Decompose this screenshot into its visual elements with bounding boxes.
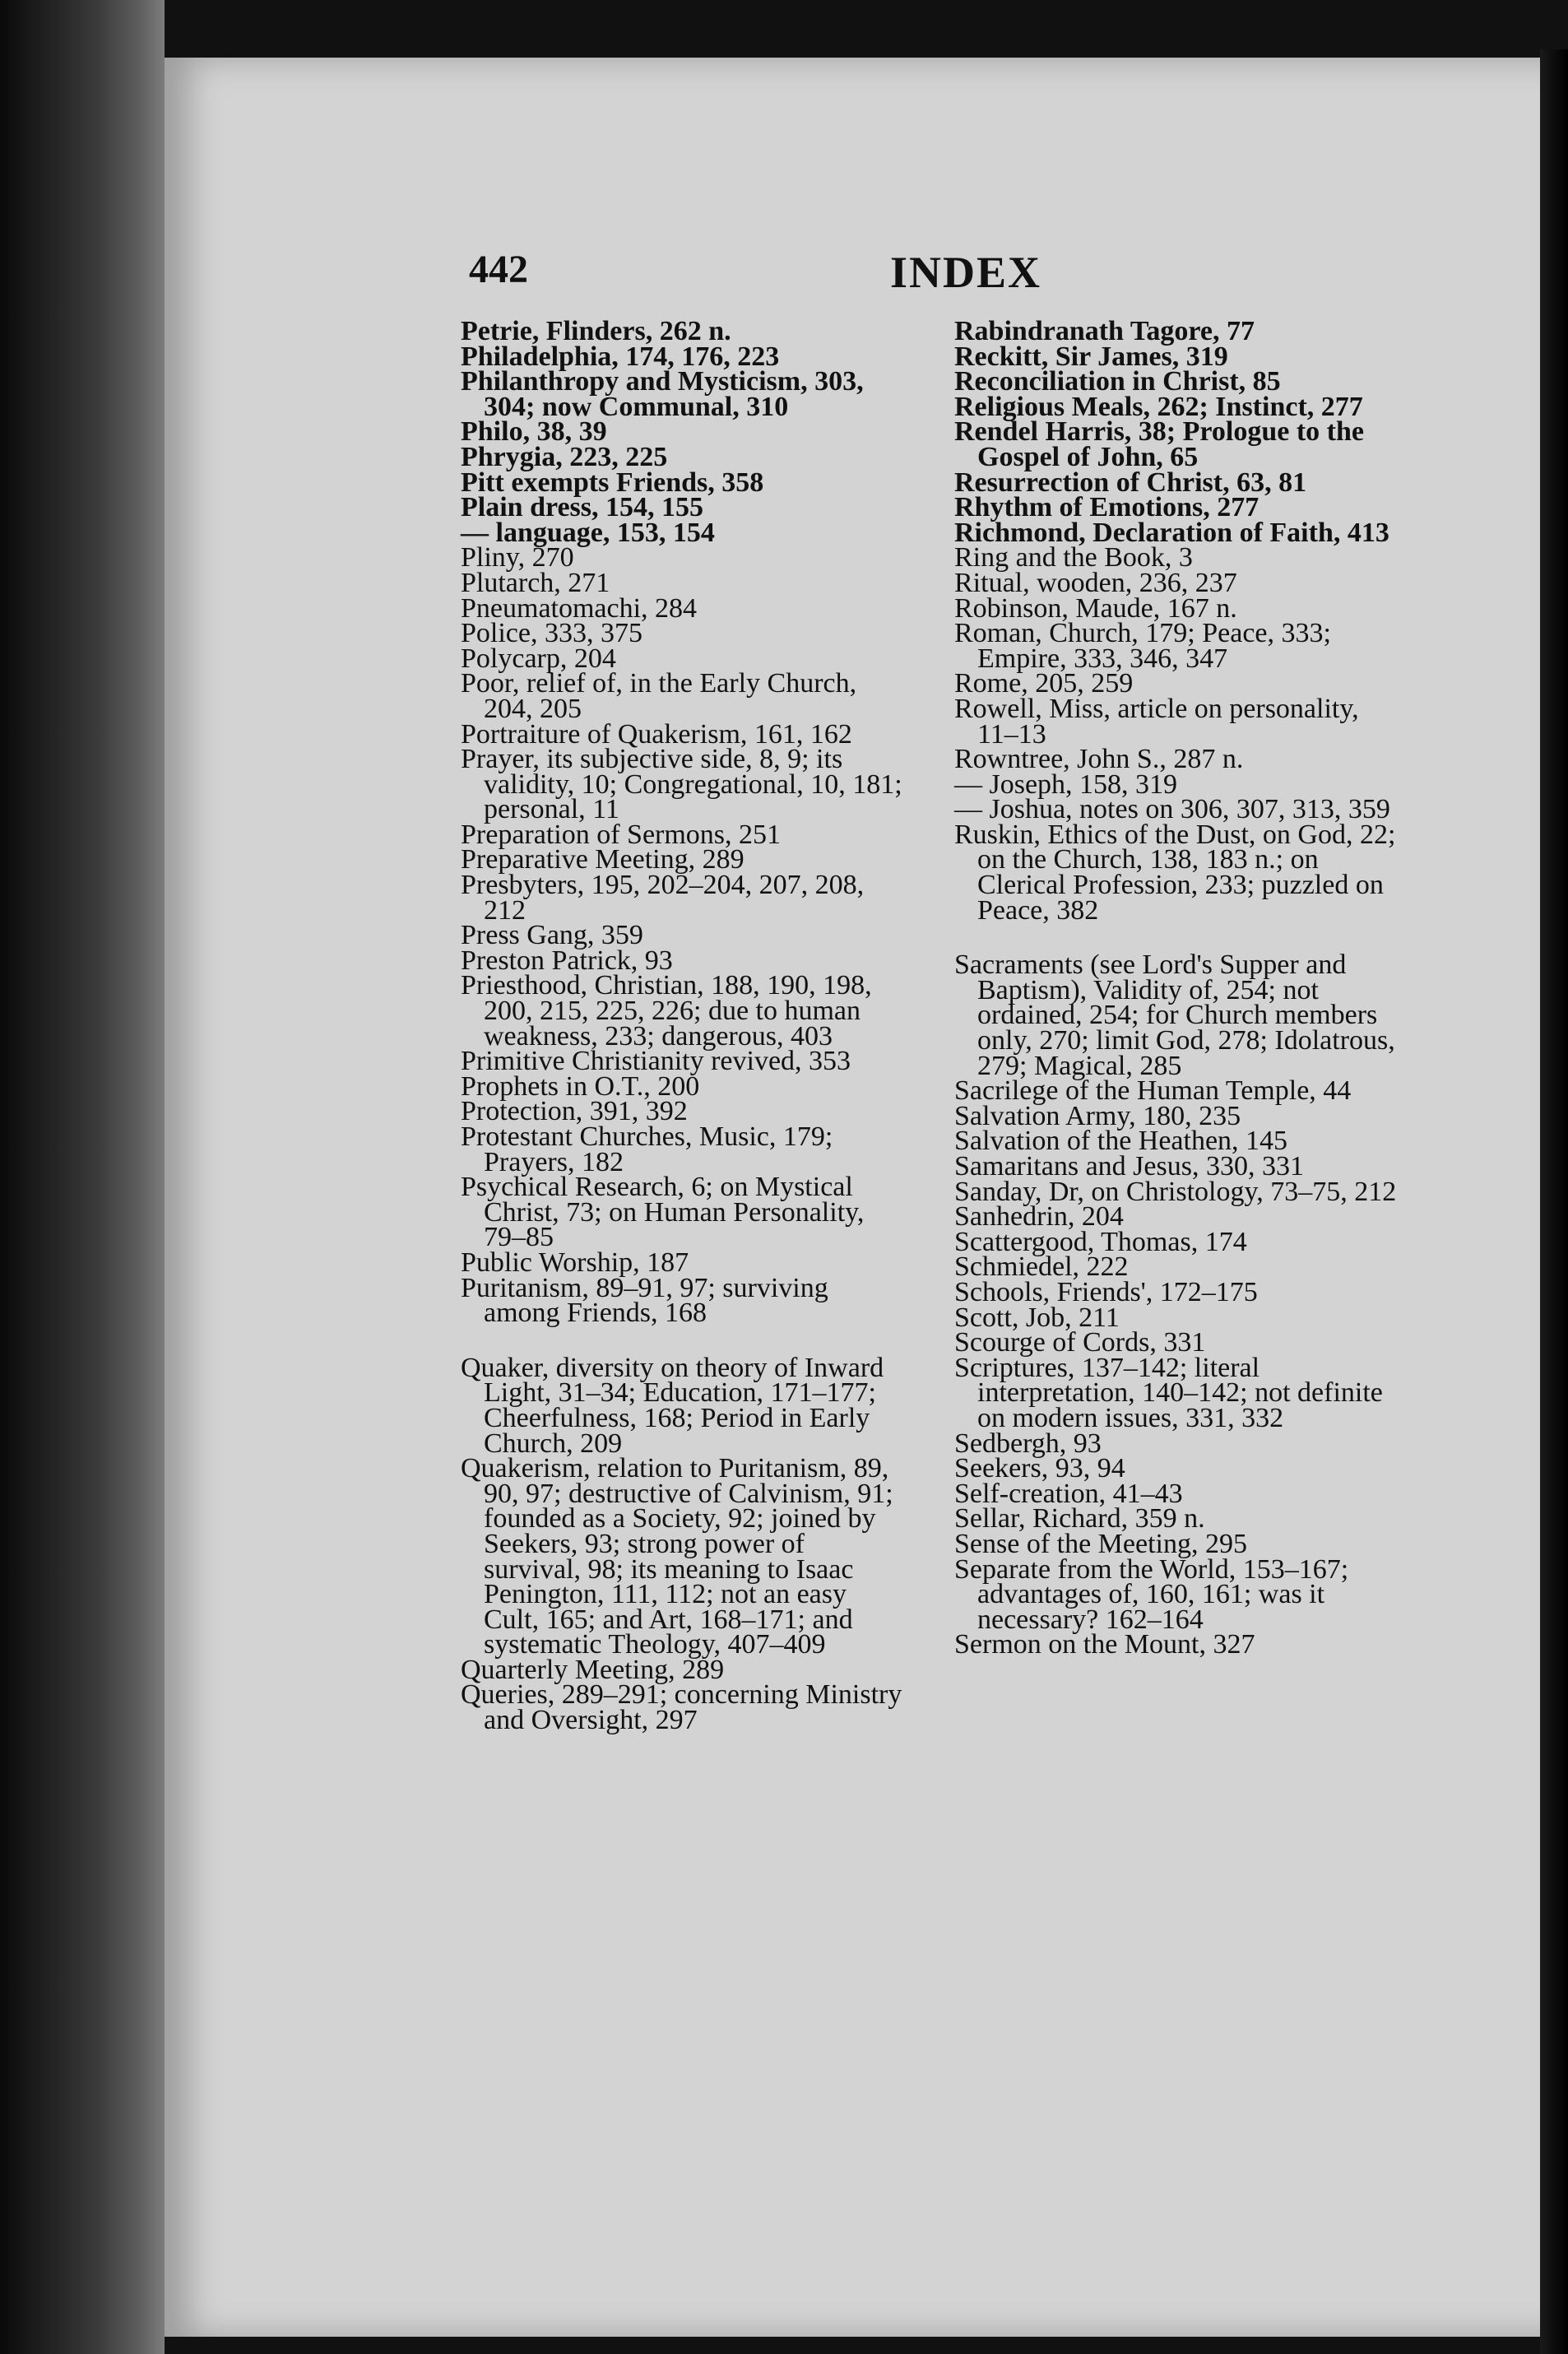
index-entry: Preston Patrick, 93: [461, 945, 673, 976]
index-entry: Preparation of Sermons, 251: [461, 819, 782, 850]
index-entry: Phrygia, 223, 225: [461, 441, 668, 472]
index-entry: Resurrection of Christ, 63, 81: [954, 467, 1307, 498]
index-entry: Rowntree, John S., 287 n.: [954, 744, 1244, 775]
index-entry: Roman, Church, 179; Peace, 333; Empire, 333, 346, 347: [954, 618, 1331, 674]
index-entry: Preparative Meeting, 289: [461, 844, 745, 875]
index-entry: Rendel Harris, 38; Prologue to the Gospel of John, 65: [954, 416, 1364, 472]
index-column-right: [954, 316, 1399, 1660]
index-entry: Quakerism, relation to Puritanism, 89, 90, 97; destructive of Calvinism, 91; founded as a Society, 92; joined by Seekers, 93; strong power of survival, 98; its meaning to Isaac Penington, 111, 112; not an easy Cult, 165; and Art, 168–171; and systematic Theology, 407–409: [461, 1453, 893, 1660]
index-entry: Religious Meals, 262; Instinct, 277: [954, 391, 1363, 422]
index-entry: Rhythm of Emotions, 277: [954, 492, 1260, 523]
index-entry: Plain dress, 154, 155: [461, 492, 704, 523]
index-entry: Psychical Research, 6; on Mystical Christ, 73; on Human Personality, 79–85: [461, 1172, 865, 1253]
index-entry: Portraiture of Quakerism, 161, 162: [461, 718, 852, 750]
index-entry: Scott, Job, 211: [954, 1302, 1120, 1333]
index-entry: Presbyters, 195, 202–204, 207, 208, 212: [461, 870, 865, 926]
index-entry: Self-creation, 41–43: [954, 1478, 1183, 1509]
index-entry: Protestant Churches, Music, 179; Prayers, 182: [461, 1121, 833, 1177]
index-entry: Samaritans and Jesus, 330, 331: [954, 1151, 1304, 1182]
index-entry: Schools, Friends', 172–175: [954, 1276, 1258, 1307]
index-entry: Rome, 205, 259: [954, 668, 1134, 699]
index-entry: Poor, relief of, in the Early Church, 204, 205: [461, 668, 857, 724]
index-entry: Philo, 38, 39: [461, 416, 607, 448]
index-entry: Sellar, Richard, 359 n.: [954, 1503, 1205, 1535]
index-entry: Puritanism, 89–91, 97; surviving among Friends, 168: [461, 1272, 828, 1329]
index-entry: Pneumatomachi, 284: [461, 592, 698, 624]
index-entry: Salvation of the Heathen, 145: [954, 1126, 1288, 1157]
index-entry: Philanthropy and Mysticism, 303, 304; now Communal, 310: [461, 366, 864, 422]
index-entry: Pliny, 270: [461, 542, 574, 573]
index-entry: Rowell, Miss, article on personality, 11–13: [954, 693, 1359, 750]
index-entry: Scourge of Cords, 331: [954, 1327, 1206, 1358]
index-entry: Quaker, diversity on theory of Inward Light, 31–34; Education, 171–177; Cheerfulness, 168; Period in Early Church, 209: [461, 1352, 884, 1459]
index-entry: Scriptures, 137–142; literal interpretation, 140–142; not definite on modern issues, 331, 332: [954, 1352, 1383, 1433]
index-entry: Queries, 289–291; concerning Ministry and Oversight, 297: [461, 1679, 902, 1736]
index-entry: Primitive Christianity revived, 353: [461, 1046, 851, 1077]
section-gap: [461, 1326, 905, 1356]
index-entry: Petrie, Flinders, 262 n.: [461, 316, 731, 346]
index-entry: — language, 153, 154: [461, 517, 715, 548]
index-entry: — Joshua, notes on 306, 307, 313, 359: [954, 794, 1390, 825]
index-entry: Reconciliation in Christ, 85: [954, 366, 1281, 397]
index-entry: Polycarp, 204: [461, 643, 616, 674]
index-entry: Rabindranath Tagore, 77: [954, 316, 1255, 346]
index-entry: Philadelphia, 174, 176, 223: [461, 341, 780, 372]
index-entry: Prophets in O.T., 200: [461, 1070, 700, 1102]
index-entry: Scattergood, Thomas, 174: [954, 1226, 1247, 1257]
index-entry: Salvation Army, 180, 235: [954, 1100, 1241, 1131]
index-entry: Reckitt, Sir James, 319: [954, 341, 1228, 372]
index-entry: Ring and the Book, 3: [954, 542, 1193, 573]
page-title: INDEX: [890, 248, 1042, 297]
index-entry: Priesthood, Christian, 188, 190, 198, 200, 215, 225, 226; due to human weakness, 233; dangerous, 403: [461, 970, 872, 1052]
page-number: 442: [469, 248, 528, 291]
index-entry: Sedbergh, 93: [954, 1428, 1102, 1459]
index-entry: Police, 333, 375: [461, 618, 643, 649]
index-entry: Sense of the Meeting, 295: [954, 1528, 1247, 1559]
index-entry: Richmond, Declaration of Faith, 413: [954, 517, 1389, 548]
index-entry: Sermon on the Mount, 327: [954, 1629, 1255, 1660]
index-entry: Pitt exempts Friends, 358: [461, 467, 764, 498]
index-entry: Press Gang, 359: [461, 920, 643, 951]
index-entry: Sacraments (see Lord's Supper and Baptism), Validity of, 254; not ordained, 254; for Church members only, 270; limit God, 278; Idolatrous, 279; Magical, 285: [954, 949, 1395, 1081]
index-entry: Sanday, Dr, on Christology, 73–75, 212: [954, 1176, 1397, 1207]
index-entry: Separate from the World, 153–167; advantages of, 160, 161; was it necessary? 162–164: [954, 1553, 1349, 1635]
index-entry: Protection, 391, 392: [461, 1096, 688, 1127]
index-entry: Seekers, 93, 94: [954, 1453, 1125, 1484]
index-column-left: [461, 316, 905, 1736]
index-entry: Robinson, Maude, 167 n.: [954, 592, 1237, 624]
index-entry: Sanhedrin, 204: [954, 1201, 1124, 1233]
page-edge-shadow: [1540, 49, 1568, 2354]
index-entry: Quarterly Meeting, 289: [461, 1654, 725, 1685]
index-entry: Plutarch, 271: [461, 567, 610, 598]
index-entry: Sacrilege of the Human Temple, 44: [954, 1075, 1352, 1107]
index-entry: Ruskin, Ethics of the Dust, on God, 22; on the Church, 138, 183 n.; on Clerical Profession, 233; puzzled on Peace, 382: [954, 819, 1396, 926]
index-entry: Ritual, wooden, 236, 237: [954, 567, 1237, 598]
book-spine-shadow: [0, 0, 165, 2354]
section-gap: [954, 923, 1399, 953]
index-entry: Prayer, its subjective side, 8, 9; its validity, 10; Congregational, 10, 181; personal, 11: [461, 744, 902, 825]
index-entry: Public Worship, 187: [461, 1247, 689, 1278]
index-entry: — Joseph, 158, 319: [954, 768, 1178, 800]
index-entry: Schmiedel, 222: [954, 1251, 1129, 1283]
